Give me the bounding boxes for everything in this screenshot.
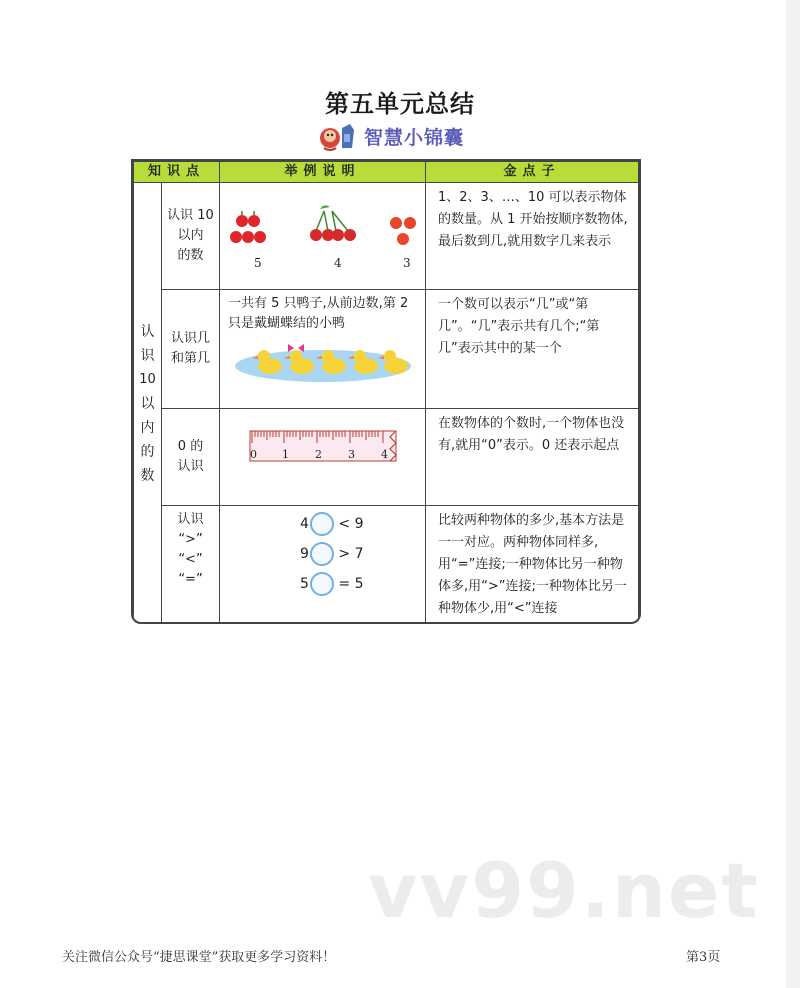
cmp-left: 4 [300,516,309,532]
group-char: 识 [140,347,155,364]
topic-line: 和第几 [171,351,211,366]
cmp-right: < 9 [338,516,364,532]
page-number: 第3页 [686,950,721,965]
example-cell [220,409,426,506]
comparison-row [300,542,363,566]
watermark: vv99.net [368,846,760,935]
answer-circle[interactable] [310,572,334,596]
apples-illustration [220,201,426,271]
topic-line: 认识 [177,459,204,474]
cmp-right: > 7 [338,546,364,562]
group-char: 内 [140,419,155,436]
ruler-label-3: 3 [348,448,356,461]
page-title: 第五单元总结 [325,90,475,118]
tomato-group-3 [390,217,416,245]
ducks-illustration [220,338,426,388]
example-cell [220,183,426,290]
topic-cell [162,409,220,506]
group-label [134,183,162,625]
example-cell [220,290,426,409]
comparison-row [300,572,363,596]
topic-cell [162,290,220,409]
subtitle-text: 智慧小锦囊 [364,126,465,149]
tip-cell: 比较两种物体的多少,基本方法是一一对应。两种物体同样多,用“=”连接;一种物体比另一种物体多,用“>”连接;一种物体比另一种物体少,用“<”连接 [426,506,639,625]
ruler-label-2: 2 [315,448,323,461]
cmp-left: 9 [300,546,309,562]
apple-group-5 [230,215,266,243]
ruler-label-0: 0 [250,448,258,461]
header-tips: 金点子 [426,162,639,183]
topic-line: “=” [178,572,203,587]
topic-line: 以内 [177,228,204,243]
example-cell [220,506,426,625]
ruler-label-4: 4 [381,448,389,461]
mascot-icon [318,120,358,152]
topic-line: 认识 [177,512,204,527]
cherry-count: 4 [334,256,342,270]
group-char: 的 [140,443,155,460]
footer-promo: 关注微信公众号“捷思课堂”获取更多学习资料！ [62,950,336,965]
answer-circle[interactable] [310,512,334,536]
topic-line: 0 的 [177,439,204,454]
topic-cell [162,183,220,290]
tip-cell: 在数物体的个数时,一个物体也没有,就用“0”表示。0 还表示起点 [426,409,639,506]
answer-circle[interactable] [310,542,334,566]
comparison-row [300,512,363,536]
cmp-left: 5 [300,576,309,592]
group-char: 数 [140,467,155,484]
apple-count: 5 [254,256,262,270]
duck-example-text: 一共有 5 只鸭子,从前边数,第 2 只是戴蝴蝶结的小鸭 [228,296,409,331]
group-char: 认 [140,323,155,340]
header-example: 举例说明 [220,162,426,183]
topic-line: 认识 10 [167,208,214,223]
tip-cell: 1、2、3、…、10 可以表示物体的数量。从 1 开始按顺序数物体,最后数到几,就用数字几来表示 [426,183,639,290]
topic-cell [162,506,220,625]
topic-line: 的数 [177,248,204,263]
header-knowledge-point: 知识点 [134,162,220,183]
cherry-group-4 [310,205,356,241]
tomato-count: 3 [403,256,411,270]
tip-cell: 一个数可以表示“几”或“第几”。“几”表示共有几个;“第几”表示其中的某一个 [426,290,639,409]
subtitle [318,120,464,152]
group-char: 10 [139,371,156,387]
cmp-right: = 5 [338,576,364,592]
summary-table [131,159,641,624]
topic-line: “<” [178,552,203,567]
ruler-label-1: 1 [282,448,290,461]
group-char: 以 [140,395,155,412]
topic-line: “>” [178,532,203,547]
topic-line: 认识几 [171,331,211,346]
